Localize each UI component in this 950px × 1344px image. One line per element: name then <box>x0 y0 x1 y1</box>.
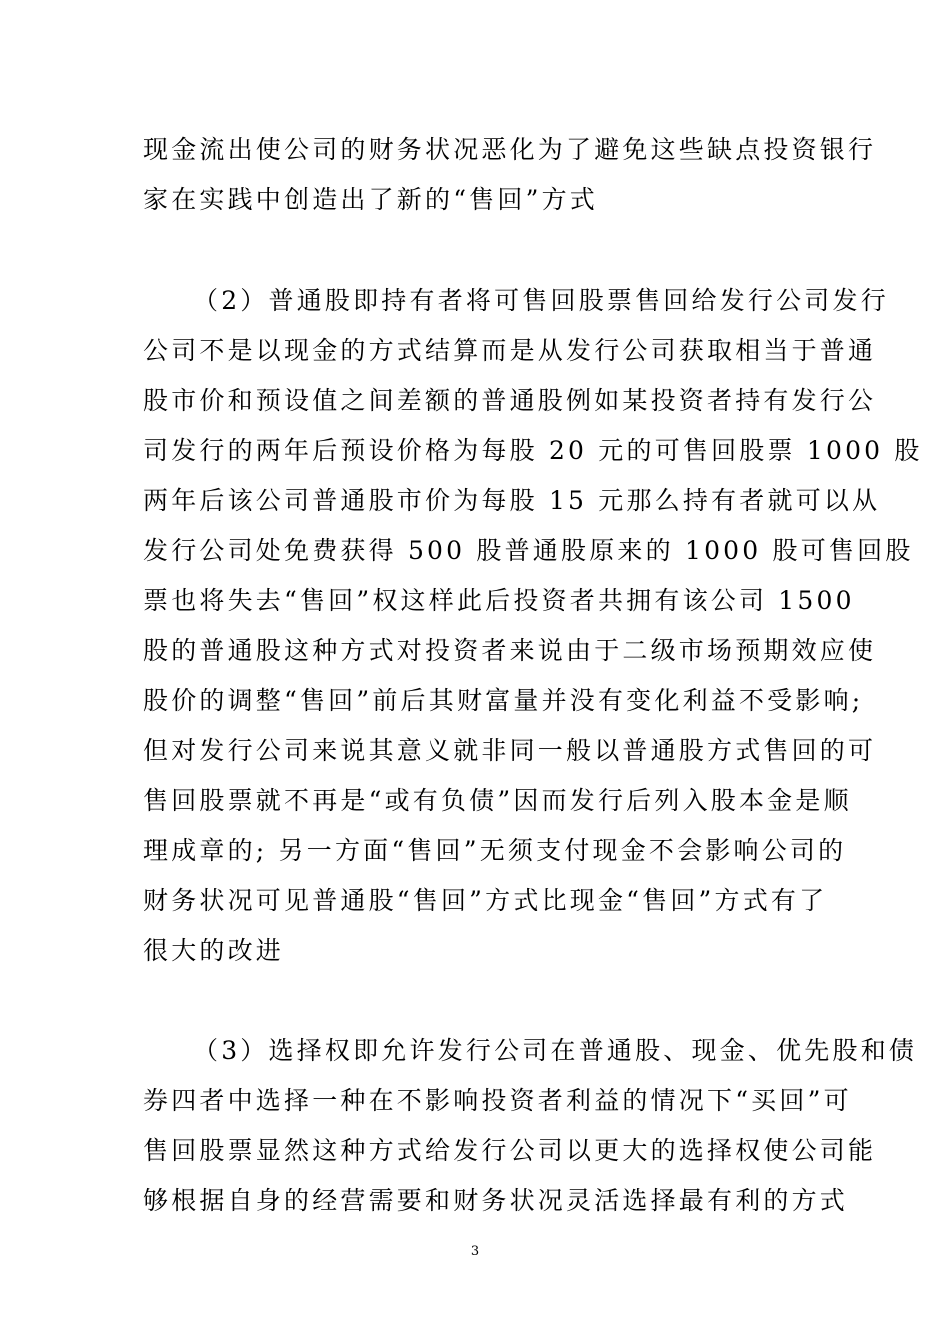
paragraph-2-line-11: 售回股票就不再是“或有负债”因而发行后列入股本金是顺 <box>143 786 852 815</box>
paragraph-1-line-1: 现金流出使公司的财务状况恶化为了避免这些缺点投资银行 <box>143 135 877 164</box>
paragraph-2-line-10: 但对发行公司来说其意义就非同一般以普通股方式售回的可 <box>143 736 877 765</box>
paragraph-3-line-3: 售回股票显然这种方式给发行公司以更大的选择权使公司能 <box>143 1136 877 1165</box>
paragraph-2-line-12: 理成章的; 另一方面“售回”无须支付现金不会影响公司的 <box>143 836 847 865</box>
paragraph-1-line-2: 家在实践中创造出了新的“售回”方式 <box>143 185 598 214</box>
paragraph-3-line-2: 券四者中选择一种在不影响投资者利益的情况下“买回”可 <box>143 1086 852 1115</box>
paragraph-2-line-6: 发行公司处免费获得 500 股普通股原来的 1000 股可售回股 <box>143 536 914 565</box>
page-number: 3 <box>470 1244 480 1259</box>
paragraph-2-line-4: 司发行的两年后预设价格为每股 20 元的可售回股票 1000 股 <box>143 436 923 465</box>
paragraph-3-line-4: 够根据自身的经营需要和财务状况灵活选择最有利的方式 <box>143 1186 849 1215</box>
paragraph-2-line-1: （2）普通股即持有者将可售回股票售回给发行公司发行 <box>193 286 889 315</box>
paragraph-2-line-9: 股价的调整“售回”前后其财富量并没有变化利益不受影响; <box>143 686 864 715</box>
paragraph-2-line-8: 股的普通股这种方式对投资者来说由于二级市场预期效应使 <box>143 636 877 665</box>
paragraph-2-line-3: 股市价和预设值之间差额的普通股例如某投资者持有发行公 <box>143 386 877 415</box>
paragraph-2-line-5: 两年后该公司普通股市价为每股 15 元那么持有者就可以从 <box>143 486 881 515</box>
paragraph-2-line-14: 很大的改进 <box>143 936 285 965</box>
paragraph-2-line-13: 财务状况可见普通股“售回”方式比现金“售回”方式有了 <box>143 886 828 915</box>
paragraph-3-line-1: （3）选择权即允许发行公司在普通股、现金、优先股和债 <box>193 1036 918 1065</box>
paragraph-2-line-2: 公司不是以现金的方式结算而是从发行公司获取相当于普通 <box>143 336 877 365</box>
paragraph-2-line-7: 票也将失去“售回”权这样此后投资者共拥有该公司 1500 <box>143 586 855 615</box>
